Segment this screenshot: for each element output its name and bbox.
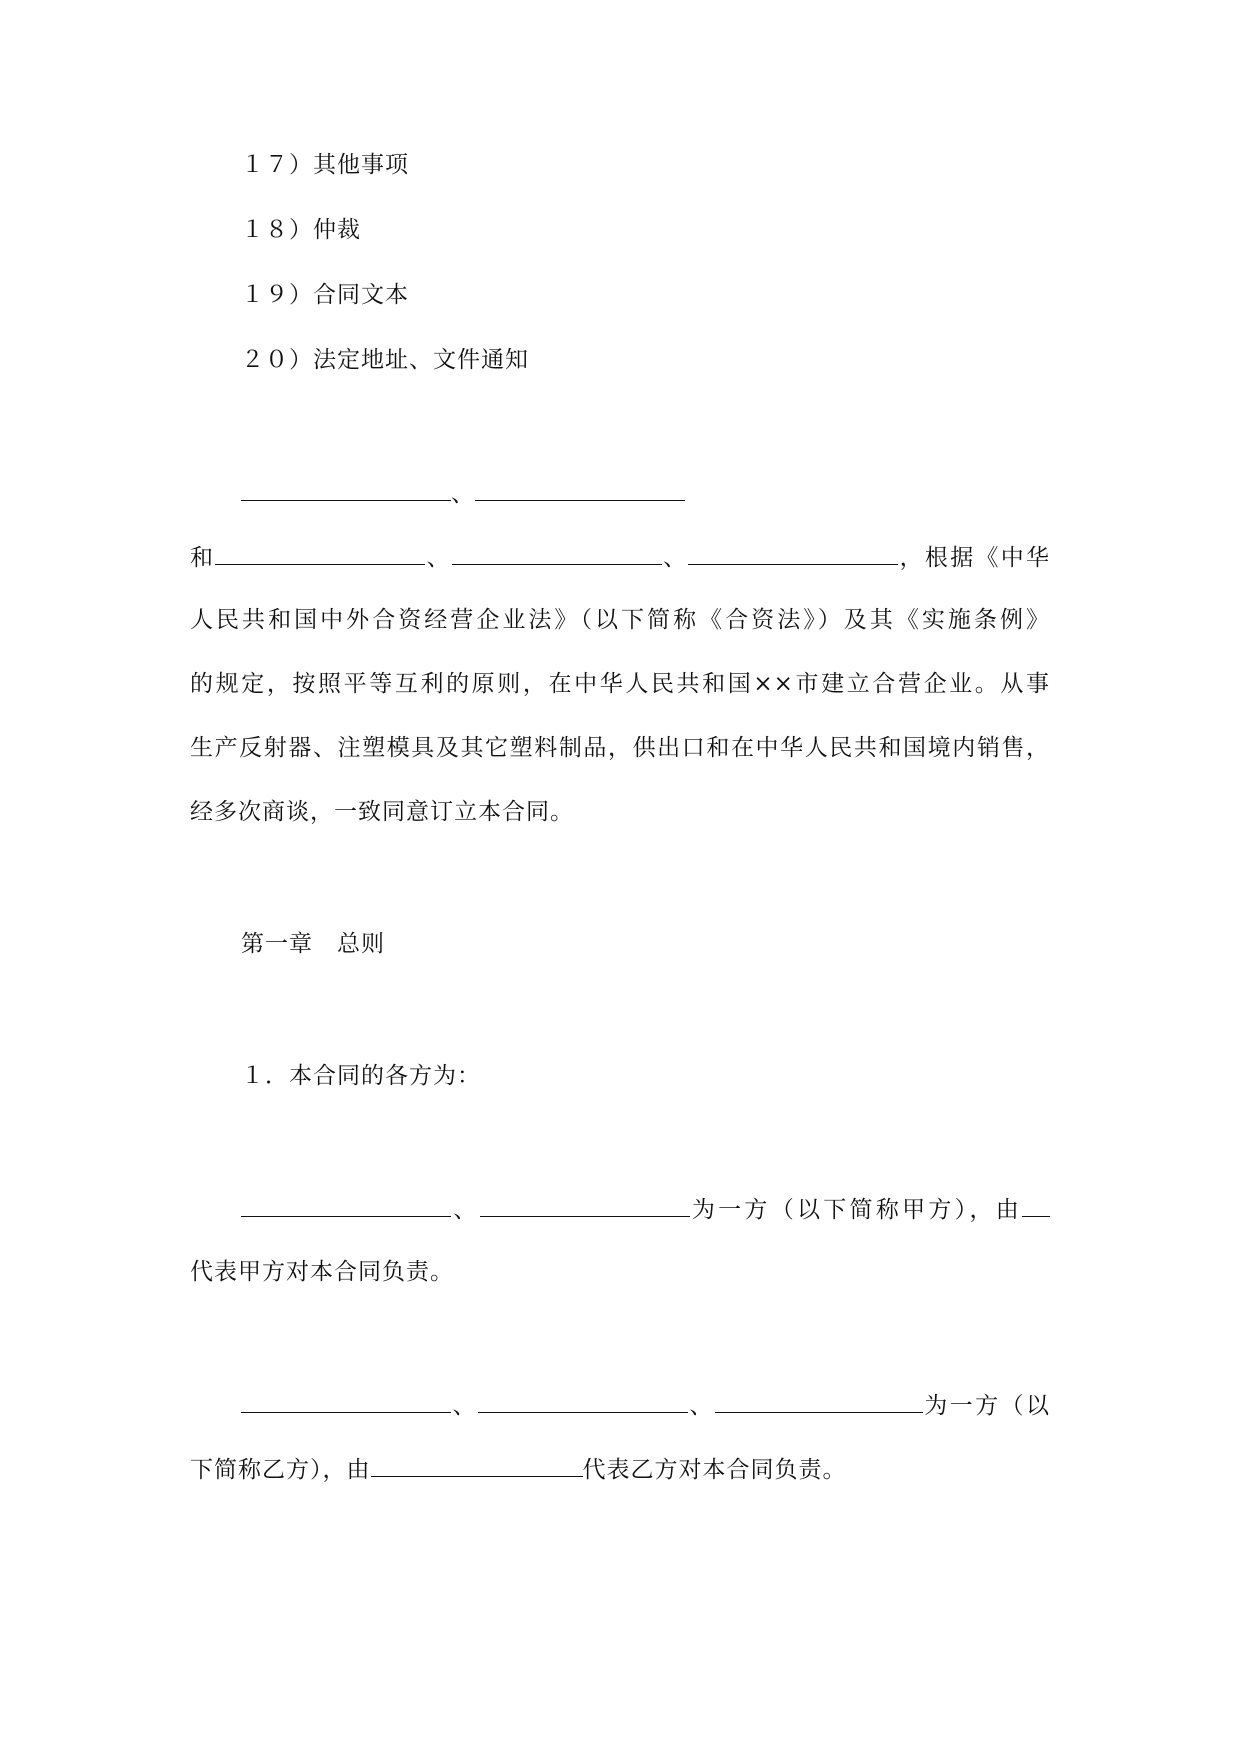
separator: 、 [451,1197,480,1223]
separator: 、 [687,1393,715,1419]
preamble-prefix: 和 [190,545,216,571]
separator: 、 [451,1393,478,1419]
fill-in-blank [715,1384,923,1413]
fill-in-blank [241,1188,451,1217]
separator: 、 [425,545,452,571]
separator: 、 [451,481,475,507]
fill-in-blank [475,472,685,501]
preamble-line-4: 生产反射器、注塑模具及其它塑料制品，供出口和在中华人民共和国境内销售， [190,735,1050,761]
preamble-line-1 [190,536,1050,576]
fill-in-blank [1022,1188,1050,1217]
fill-in-blank [452,536,662,565]
party-b-suffix: 为一方（以 [922,1393,1051,1419]
preamble-line-3: 的规定，按照平等互利的原则，在中华人民共和国××市建立合营企业。从事 [190,671,1050,697]
party-b-line-1 [241,1384,1050,1424]
toc-item-18: １８）仲裁 [241,217,361,243]
fill-in-blank [241,1384,451,1413]
toc-item-20: ２０）法定地址、文件通知 [241,347,529,373]
party-b-line2-suffix: 代表乙方对本合同负责。 [582,1457,847,1483]
toc-item-17: １７）其他事项 [241,152,409,178]
party-b-line-2 [190,1448,1050,1488]
party-a-line-1 [241,1188,1050,1228]
party-a-suffix: 为一方（以下简称甲方），由 [689,1197,1022,1223]
party-a-line-2: 代表甲方对本合同负责。 [190,1259,454,1285]
preamble-blank-line [241,472,1101,512]
fill-in-blank [241,472,451,501]
separator: 、 [661,545,689,571]
party-b-prefix: 下简称乙方），由 [190,1457,371,1483]
preamble-suffix: ，根据《中华 [898,545,1051,571]
preamble-line-5: 经多次商谈，一致同意订立本合同。 [190,799,574,825]
chapter-title: 第一章 总则 [241,931,385,957]
toc-item-19: １９）合同文本 [241,282,409,308]
fill-in-blank [371,1448,583,1477]
fill-in-blank [478,1384,688,1413]
clause-heading: １．本合同的各方为： [241,1063,481,1089]
fill-in-blank [480,1188,690,1217]
fill-in-blank [215,536,425,565]
fill-in-blank [688,536,898,565]
preamble-line-2: 人民共和国中外合资经营企业法》（以下简称《合资法》）及其《实施条例》 [190,607,1050,633]
